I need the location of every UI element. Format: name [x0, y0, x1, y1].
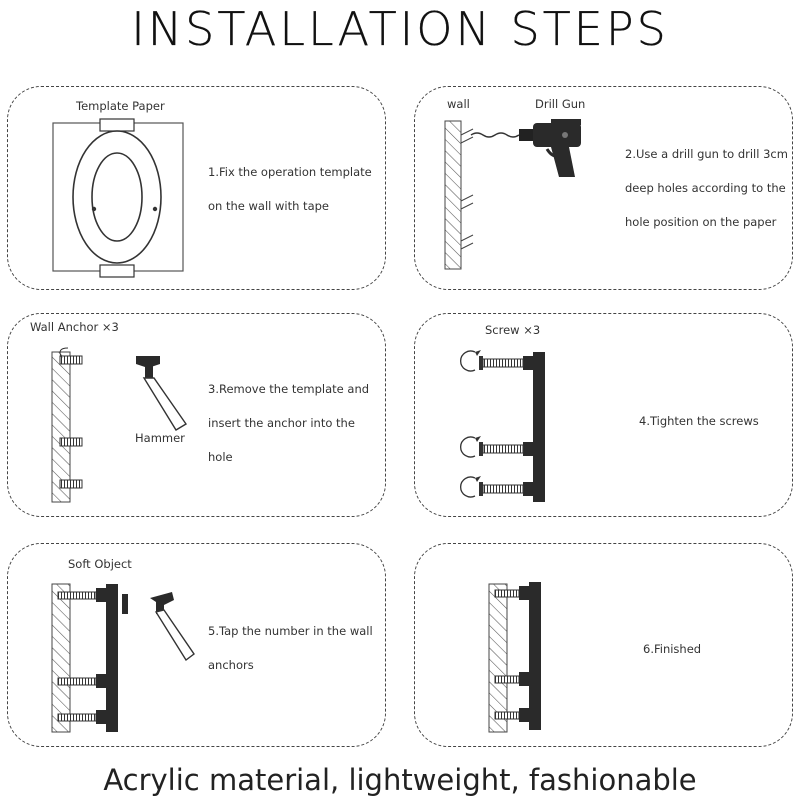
template-paper-illustration: [52, 117, 192, 277]
step-1-line-2: on the wall with tape: [208, 199, 329, 213]
step-6-text: [643, 632, 701, 666]
step-6-line-1: 6.Finished: [643, 642, 702, 656]
step-5-text: [208, 614, 373, 682]
step-2-line-1: 2.Use a drill gun to drill 3cm: [625, 147, 788, 161]
step-5-card: [7, 543, 386, 747]
wall-anchor-label: Wall Anchor ×3: [30, 320, 119, 334]
step-2-card: [414, 86, 793, 290]
step-2-line-3: hole position on the paper: [625, 215, 777, 229]
step-1-card: [7, 86, 386, 290]
step-2-line-2: deep holes according to the: [625, 181, 786, 195]
finished-illustration: [485, 576, 555, 736]
page-title: INSTALLATION STEPS: [131, 2, 669, 56]
step-3-text: [208, 372, 369, 474]
wall-label: wall: [447, 97, 470, 111]
step-5-line-2: anchors: [208, 658, 254, 672]
step-3-line-2: insert the anchor into the: [208, 416, 355, 430]
step-5-line-1: 5.Tap the number in the wall: [208, 624, 373, 638]
step-1-line-1: 1.Fix the operation template: [208, 165, 372, 179]
screw-illustration: [459, 342, 559, 512]
step-2-text: [625, 137, 788, 239]
screw-label: Screw ×3: [485, 323, 541, 337]
soft-object-label: Soft Object: [68, 557, 132, 571]
step-6-card: [414, 543, 793, 747]
template-paper-label: Template Paper: [76, 99, 165, 113]
step-3-line-3: hole: [208, 450, 233, 464]
step-4-card: [414, 313, 793, 517]
tap-number-illustration: [48, 576, 208, 736]
step-1-text: [208, 155, 372, 223]
step-4-text: [639, 404, 759, 438]
anchor-hammer-illustration: [48, 342, 198, 512]
footer-tagline: Acrylic material, lightweight, fashionable: [103, 763, 697, 797]
drill-illustration: [443, 115, 623, 275]
hammer-label: Hammer: [135, 431, 185, 445]
drill-gun-label: Drill Gun: [535, 97, 586, 111]
step-3-card: [7, 313, 386, 517]
step-3-line-1: 3.Remove the template and: [208, 382, 370, 396]
step-4-line-1: 4.Tighten the screws: [639, 414, 759, 428]
